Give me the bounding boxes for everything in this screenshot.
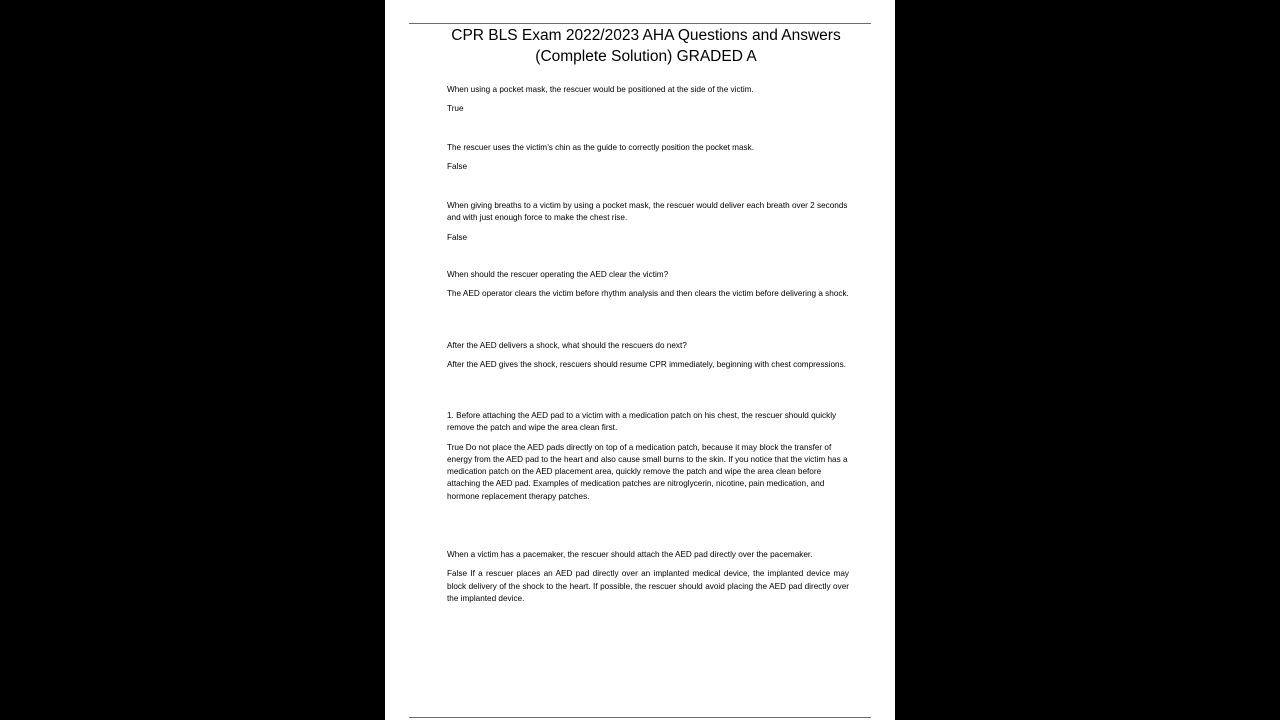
answer-text: False If a rescuer places an AED pad directly over an implanted medical device, the implanted device may block delivery of the shock to the heart. If possible, the rescuer should avoid placing the AED pad directly over the implanted device. [447,569,849,603]
answer-text: The AED operator clears the victim before rhythm analysis and then clears the victim before delivering a shock. [447,289,849,299]
question-text: When using a pocket mask, the rescuer would be positioned at the side of the victim. [447,85,754,94]
question-text: When a victim has a pacemaker, the rescuer should attach the AED pad directly over the pacemaker. [447,550,813,559]
answer-text: False [447,162,468,172]
question-text: The rescuer uses the victim’s chin as the guide to correctly position the pocket mask. [447,143,755,152]
answer-text: True Do not place the AED pads directly on top of a medication patch, because it may block the transfer of energy from the AED pad to the heart and also cause small burns to the skin. If you notice that the victim has a medication patch on the AED placement area, quickly remove the patch and wipe the area clean before attaching the AED pad. Examples of medication patches are nitroglycerin, nicotine, pain medication, and hormone replacement therapy patches. [447,442,848,501]
answer-text: After the AED gives the shock, rescuers should resume CPR immediately, beginning with chest compressions. [447,360,846,370]
header-rule [409,23,871,24]
question-text: 1. Before attaching the AED pad to a victim with a medication patch on his chest, the rescuer should quickly remove the patch and wipe the area clean first. [447,411,837,433]
qa-item [447,200,849,244]
qa-item [447,549,849,605]
answer-text: True [447,104,464,114]
document-page [385,0,895,720]
answer-text: False [447,232,468,242]
document-title: CPR BLS Exam 2022/2023 AHA Questions and Answers (Complete Solution) GRADED A [451,27,841,65]
qa-item [447,410,849,503]
qa-item [447,269,849,301]
question-text: When should the rescuer operating the AED clear the victim? [447,270,669,279]
footer-rule [409,717,871,718]
qa-item [447,340,849,372]
question-text: When giving breaths to a victim by using a pocket mask, the rescuer would deliver each breath over 2 seconds and with just enough force to make the chest rise. [447,201,848,223]
qa-item [447,142,849,174]
qa-item [447,84,849,116]
question-text: After the AED delivers a shock, what should the rescuers do next? [447,341,687,350]
